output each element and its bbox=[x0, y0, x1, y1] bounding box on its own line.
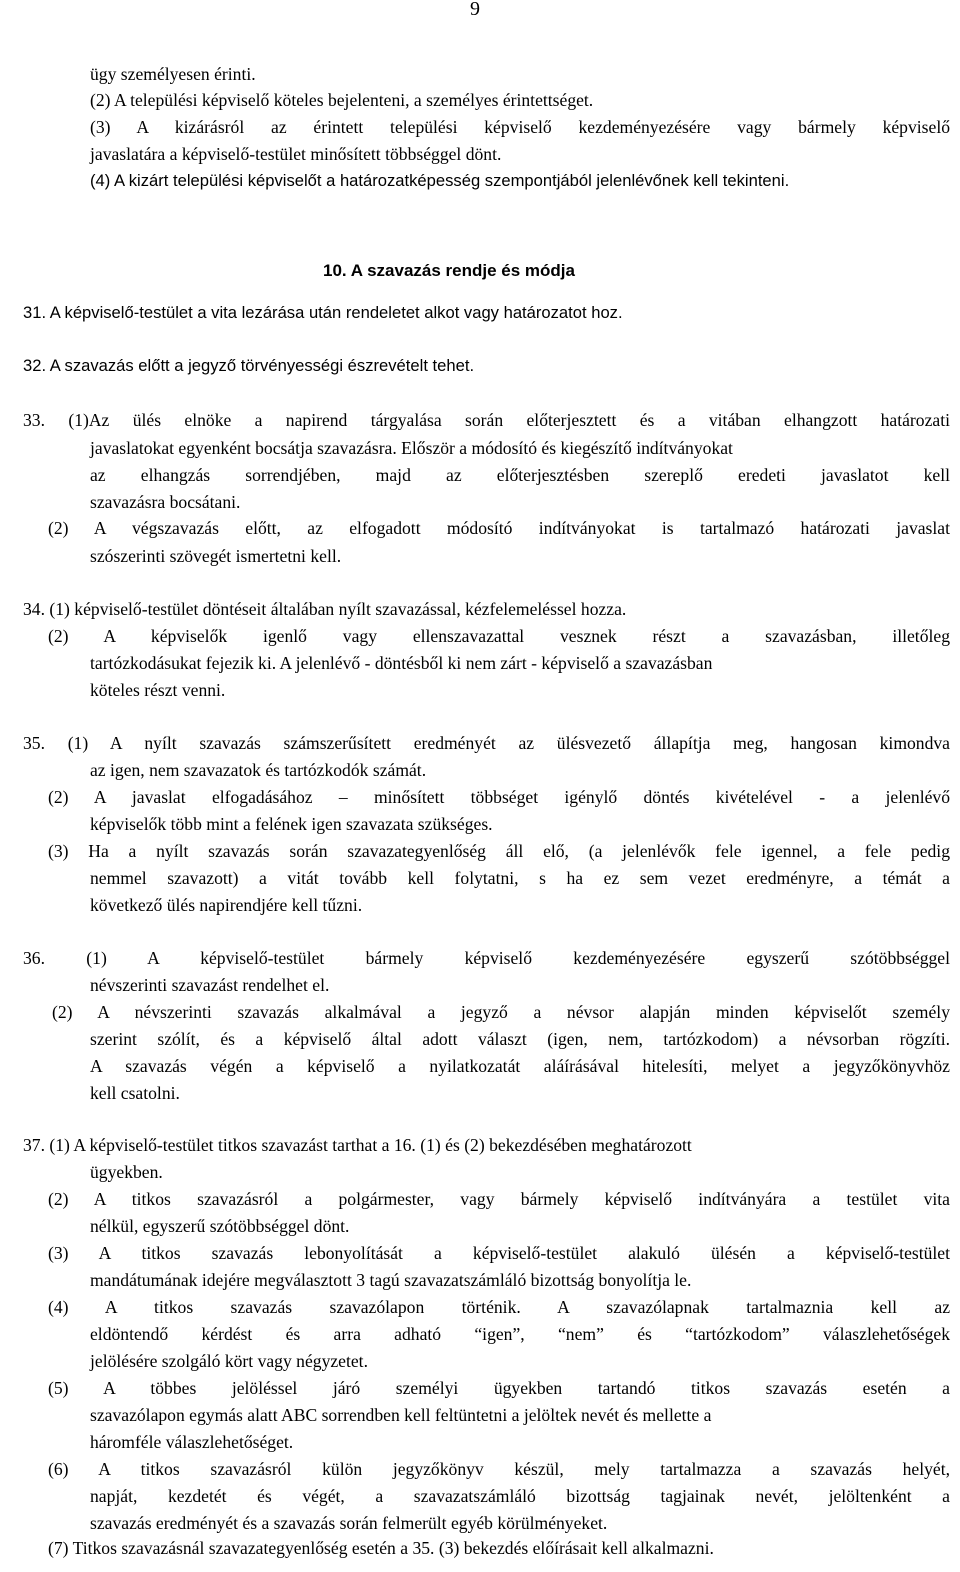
text-line-content: az igen, nem szavazatok és tartózkodók számát. bbox=[90, 760, 427, 780]
text-line-content: (5) A többes jelöléssel járó személyi ügyekben tartandó titkos szavazás esetén a bbox=[48, 1378, 950, 1398]
text-line-content: képviselők több mint a felének igen szavazata szükséges. bbox=[90, 814, 493, 834]
text-line-content: 31. A képviselő-testület a vita lezárása után rendeletet alkot vagy határozatot hoz. bbox=[23, 303, 623, 322]
text-line-content: mandátumának idejére megválasztott 3 tagú szavazatszámláló bizottság bonyolítja le. bbox=[90, 1270, 692, 1290]
text-line-content: (2) A névszerinti szavazás alkalmával a jegyző a névsor alapján minden képviselőt személy bbox=[52, 1002, 950, 1022]
text-line-content: (2) A képviselők igenlő vagy ellenszavazattal vesznek részt a szavazásban, illetőleg bbox=[48, 626, 950, 646]
text-line-content: névszerinti szavazást rendelhet el. bbox=[90, 975, 330, 995]
text-line-content: (2) A végszavazás előtt, az elfogadott módosító indítványokat is tartalmazó határozati javaslat bbox=[48, 518, 950, 538]
text-line-content: szavazás eredményét és a szavazás során felmerült egyéb körülményeket. bbox=[90, 1513, 608, 1533]
page-number: 9 bbox=[470, 0, 480, 20]
text-line-content: eldöntendő kérdést és arra adható “igen”, “nem” és “tartózkodom” válaszlehetőségek bbox=[90, 1324, 950, 1344]
text-line-content: (2) A javaslat elfogadásához – minősített többséget igénylő döntés kivételével - a jelenlévő bbox=[48, 787, 950, 807]
text-line-content: ügyekben. bbox=[90, 1162, 163, 1182]
text-line-content: ügy személyesen érinti. bbox=[90, 64, 256, 84]
text-line-content: tartózkodásukat fejezik ki. A jelenlévő - döntésből ki nem zárt - képviselő a szavazásban bbox=[90, 653, 713, 673]
text-line-content: (2) A települési képviselő köteles bejelenteni, a személyes érintettséget. bbox=[90, 90, 594, 110]
text-line-content: A szavazás végén a képviselő a nyilatkozatát aláírásával hitelesíti, melyet a jegyzőkönyvhöz bbox=[90, 1056, 950, 1076]
text-line-content: jelölésére szolgáló kört vagy négyzetet. bbox=[90, 1351, 368, 1371]
text-line-content: 33. (1)Az ülés elnöke a napirend tárgyalása során előterjesztett és a vitában elhangzott határozati bbox=[23, 410, 950, 430]
text-line-content: szószerinti szövegét ismertetni kell. bbox=[90, 546, 342, 566]
text-line-content: (4) A kizárt települési képviselőt a határozatképesség szempontjából jelenlévőnek kell tekinteni. bbox=[90, 171, 790, 190]
text-line-content: háromféle válaszlehetőséget. bbox=[90, 1432, 294, 1452]
text-line-content: nemmel szavazott) a vitát tovább kell folytatni, s ha ez sem vezet eredményre, a témát a bbox=[90, 868, 950, 888]
text-line-content: 35. (1) A nyílt szavazás számszerűsített eredményét az ülésvezető állapítja meg, hangosan kimondva bbox=[23, 733, 950, 753]
text-line-content: szerint szólít, és a képviselő által adott választ (igen, nem, tartózkodom) a névsorban rögzíti. bbox=[90, 1029, 950, 1049]
text-line-content: következő ülés napirendjére kell tűzni. bbox=[90, 895, 363, 915]
text-line-content: (4) A titkos szavazás szavazólapon történik. A szavazólapnak tartalmaznia kell az bbox=[48, 1297, 950, 1317]
text-line-content: az elhangzás sorrendjében, majd az előterjesztésben szereplő eredeti javaslatot kell bbox=[90, 465, 950, 485]
text-line-content: 32. A szavazás előtt a jegyző törvényességi észrevételt tehet. bbox=[23, 356, 475, 375]
text-line-content: (6) A titkos szavazásról külön jegyzőkönyv készül, mely tartalmazza a szavazás helyét, bbox=[48, 1459, 950, 1479]
text-line-content: (3) A kizárásról az érintett települési képviselő kezdeményezésére vagy bármely képviselő bbox=[90, 117, 950, 137]
text-line-content: kell csatolni. bbox=[90, 1083, 180, 1103]
text-line-content: (2) A titkos szavazásról a polgármester, vagy bármely képviselő indítványára a testület vita bbox=[48, 1189, 950, 1209]
text-line-content: (7) Titkos szavazásnál szavazategyenlőség esetén a 35. (3) bekezdés előírásait kell alkalmazni. bbox=[48, 1538, 714, 1558]
text-line-content: napját, kezdetét és végét, a szavazatszámláló bizottság tagjainak nevét, jelöltenként a bbox=[90, 1486, 950, 1506]
text-line-content: 34. (1) képviselő-testület döntéseit általában nyílt szavazással, kézfelemeléssel hozza. bbox=[23, 599, 627, 619]
text-line-content: 37. (1) A képviselő-testület titkos szavazást tarthat a 16. (1) és (2) bekezdésében meghatározott bbox=[23, 1135, 692, 1155]
text-line-content: (3) Ha a nyílt szavazás során szavazategyenlőség áll elő, (a jelenlévők fele igennel, a fele pedig bbox=[48, 841, 950, 861]
text-line-content: javaslatára a képviselő-testület minősített többséggel dönt. bbox=[90, 144, 502, 164]
text-line-content: 36. (1) A képviselő-testület bármely képviselő kezdeményezésére egyszerű szótöbbséggel bbox=[23, 948, 950, 968]
text-line-content: szavazólapon egymás alatt ABC sorrendben kell feltüntetni a jelöltek nevét és mellette a bbox=[90, 1405, 712, 1425]
text-line-content: nélkül, egyszerű szótöbbséggel dönt. bbox=[90, 1216, 350, 1236]
text-line-content: köteles részt venni. bbox=[90, 680, 226, 700]
text-line-content: javaslatokat egyenként bocsátja szavazásra. Először a módosító és kiegészítő indítványokat bbox=[90, 438, 733, 458]
text-line-content: szavazásra bocsátani. bbox=[90, 492, 241, 512]
text-line-content: (3) A titkos szavazás lebonyolítását a képviselő-testület alakuló ülésén a képviselő-testület bbox=[48, 1243, 950, 1263]
